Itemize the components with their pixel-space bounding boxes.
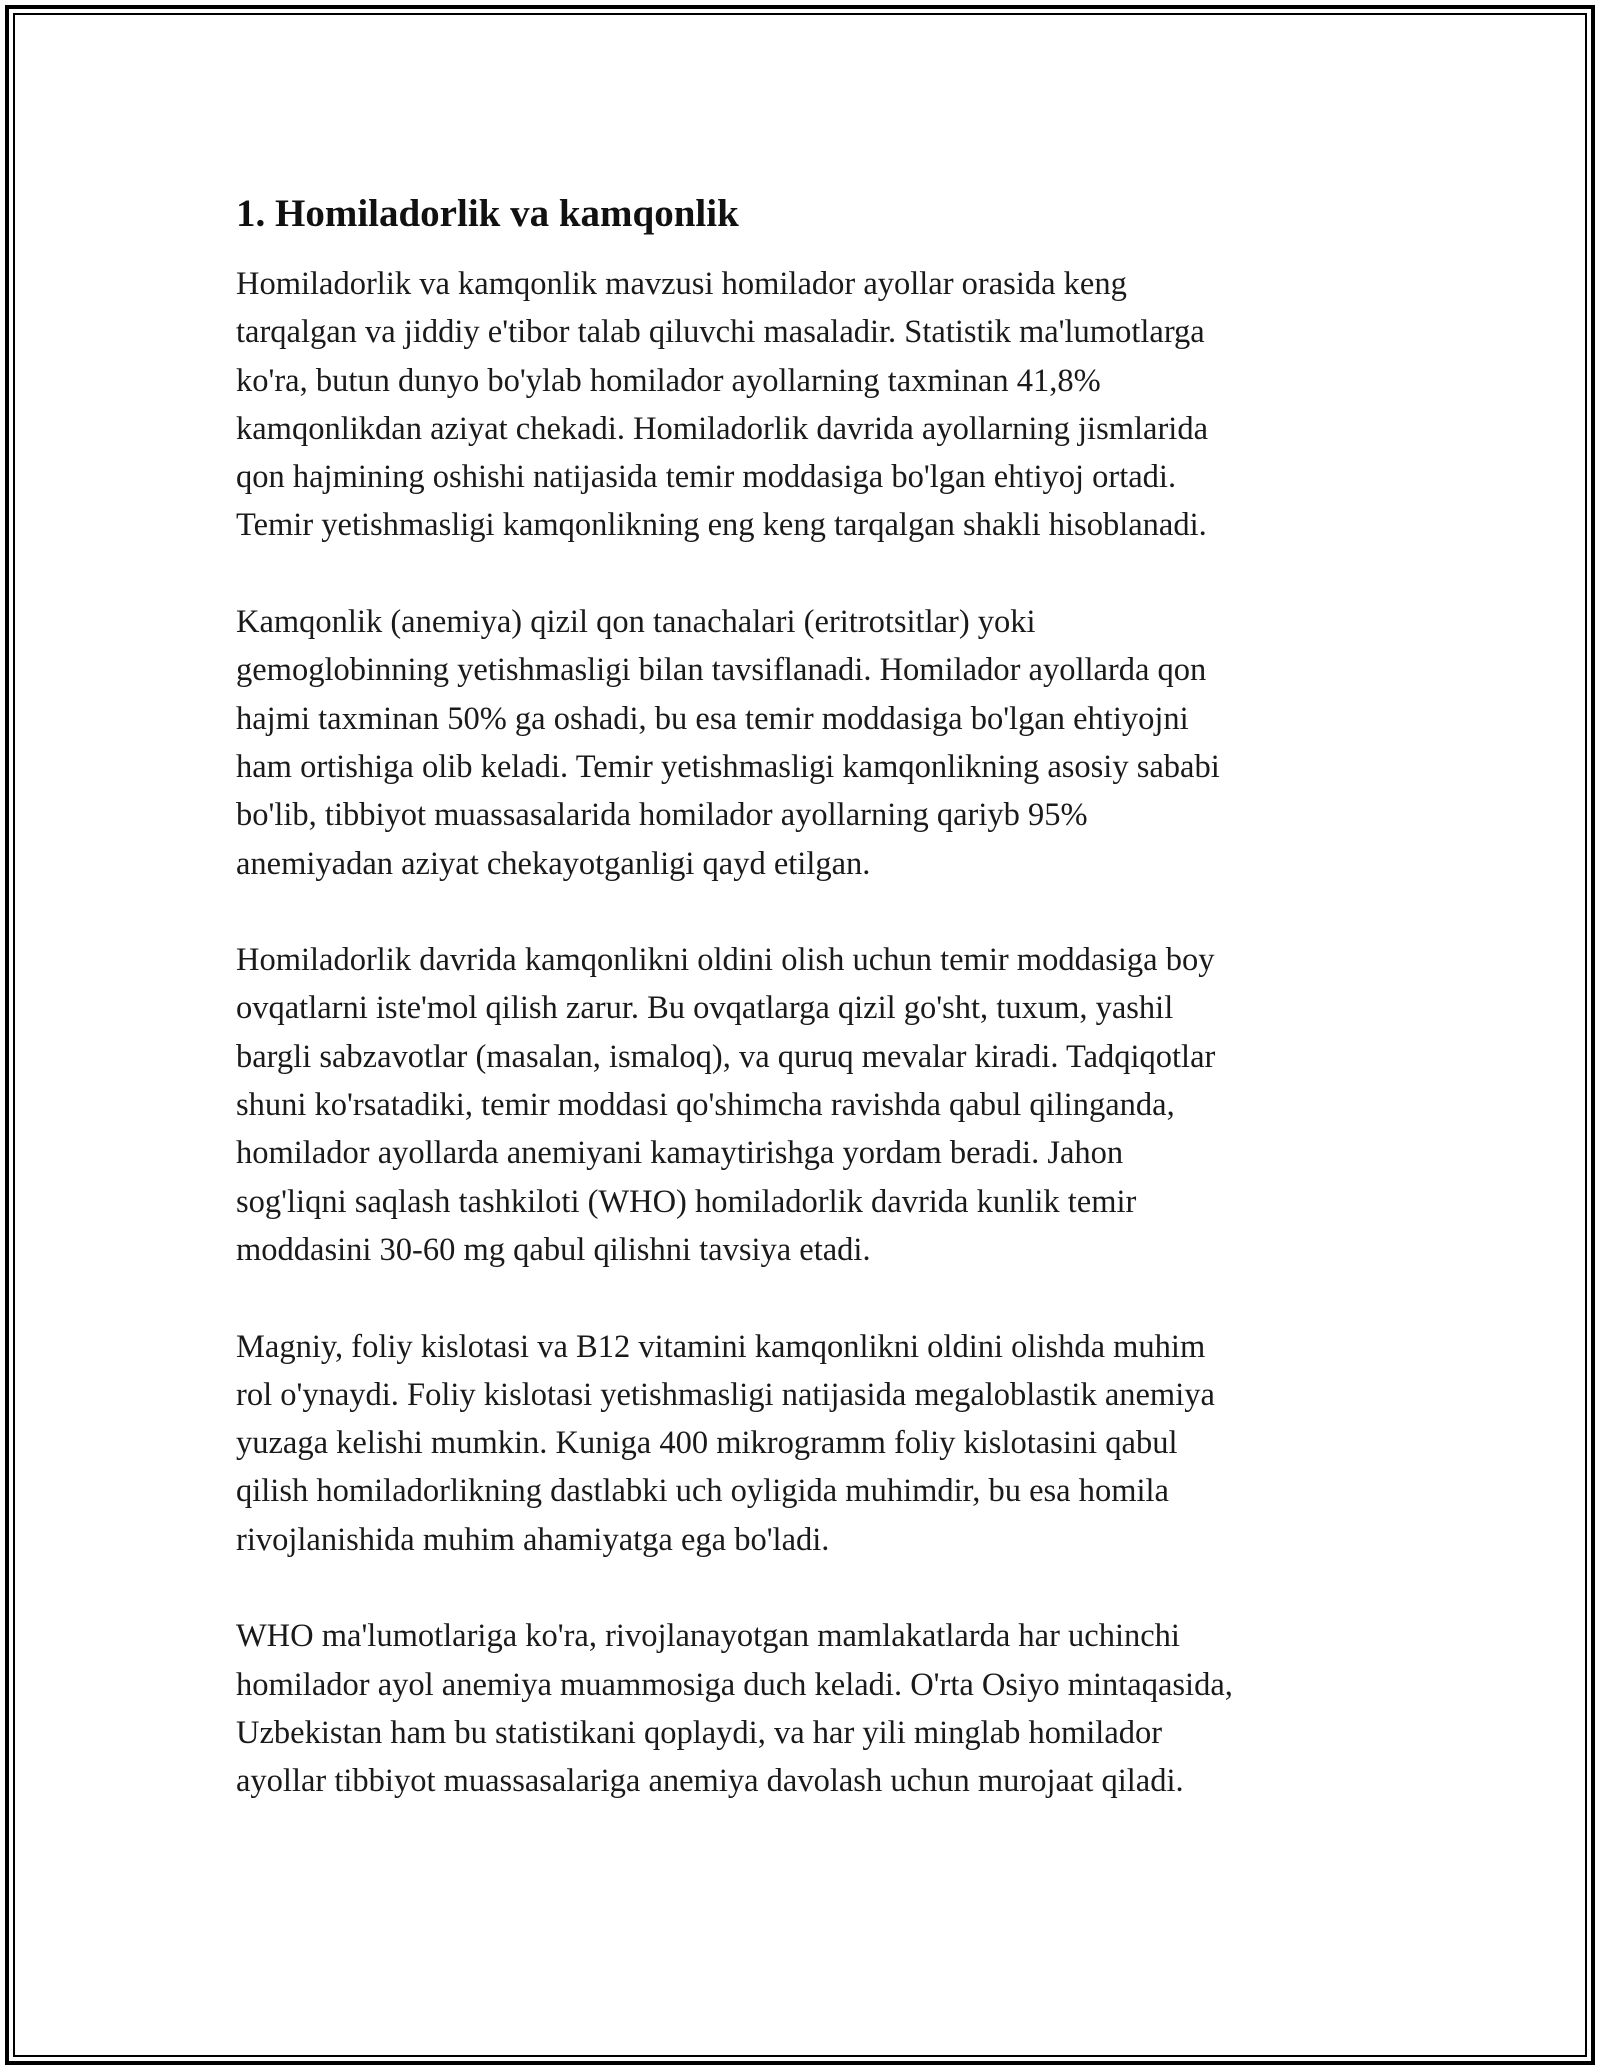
paragraph-line: Homiladorlik va kamqonlik mavzusi homilador ayollar orasida keng [236, 266, 1127, 302]
paragraph-line: ko'ra, butun dunyo bo'ylab homilador ayollarning taxminan 41,8% [236, 362, 1101, 399]
paragraph-line: Magniy, foliy kislotasi va B12 vitamini kamqonlikni oldini olishda muhim [236, 1328, 1206, 1365]
paragraph-line: qon hajmining oshishi natijasida temir moddasiga bo'lgan ehtiyoj ortadi. [236, 459, 1177, 496]
paragraph-line: rivojlanishida muhim ahamiyatga ega bo'ladi. [236, 1521, 830, 1558]
paragraph-line: kamqonlikdan aziyat chekadi. Homiladorlik davrida ayollarning jismlarida [236, 410, 1209, 447]
paragraph-line: Homiladorlik davrida kamqonlikni oldini olish uchun temir moddasiga boy [236, 942, 1215, 979]
paragraph-line: rol o'ynaydi. Foliy kislotasi yetishmasligi natijasida megaloblastik anemiya [236, 1376, 1215, 1413]
paragraph-line: ayollar tibbiyot muassasalariga anemiya davolash uchun murojaat qiladi. [236, 1763, 1184, 1800]
paragraph-line: bo'lib, tibbiyot muassasalarida homilador ayollarning qariyb 95% [236, 797, 1088, 834]
paragraph-line: hajmi taxminan 50% ga oshadi, bu esa temir moddasiga bo'lgan ehtiyojni [236, 700, 1189, 737]
paragraph-line: yuzaga kelishi mumkin. Kuniga 400 mikrogramm foliy kislotasini qabul [236, 1425, 1178, 1462]
paragraph-line: qilish homiladorlikning dastlabki uch oyligida muhimdir, bu esa homila [236, 1473, 1169, 1510]
paragraph-line: Uzbekistan ham bu statistikani qoplaydi, va har yili minglab homilador [236, 1714, 1163, 1751]
paragraph-line: homilador ayollarda anemiyani kamaytirishga yordam beradi. Jahon [236, 1135, 1124, 1172]
paragraph-line: gemoglobinning yetishmasligi bilan tavsiflanadi. Homilador ayollarda qon [236, 652, 1207, 689]
paragraph-line: Kamqonlik (anemiya) qizil qon tanachalari (eritrotsitlar) yoki [236, 604, 1036, 641]
paragraph-line: shuni ko'rsatadiki, temir moddasi qo'shimcha ravishda qabul qilinganda, [236, 1087, 1175, 1124]
paragraph-line: tarqalgan va jiddiy e'tibor talab qiluvchi masaladir. Statistik ma'lumotlarga [236, 314, 1205, 351]
paragraph-line: WHO ma'lumotlariga ko'ra, rivojlanayotgan mamlakatlarda har uchinchi [236, 1618, 1180, 1655]
paragraph-line: ham ortishiga olib keladi. Temir yetishmasligi kamqonlikning asosiy sababi [236, 748, 1220, 785]
paragraph-line: sog'liqni saqlash tashkiloti (WHO) homiladorlik davrida kunlik temir [236, 1183, 1137, 1220]
paragraph-line: anemiyadan aziyat chekayotganligi qayd etilgan. [236, 845, 871, 882]
paragraph-line: bargli sabzavotlar (masalan, ismaloq), va quruq mevalar kiradi. Tadqiqotlar [236, 1038, 1216, 1075]
paragraph-line: homilador ayol anemiya muammosiga duch keladi. O'rta Osiyo mintaqasida, [236, 1666, 1233, 1703]
paragraph-line: Temir yetishmasligi kamqonlikning eng keng tarqalgan shakli hisoblanadi. [236, 507, 1207, 544]
paragraph-3 [236, 936, 1386, 1274]
paragraph-2 [236, 598, 1386, 888]
paragraph-4 [236, 1323, 1386, 1564]
section-heading: 1. Homiladorlik va kamqonlik [236, 192, 739, 235]
paragraph-line: ovqatlarni iste'mol qilish zarur. Bu ovqatlarga qizil go'sht, tuxum, yashil [236, 990, 1174, 1027]
paragraph-5 [236, 1612, 1386, 1805]
document-body [236, 186, 1386, 1854]
paragraph-1 [236, 260, 1386, 550]
paragraph-line: moddasini 30-60 mg qabul qilishni tavsiya etadi. [236, 1231, 871, 1268]
